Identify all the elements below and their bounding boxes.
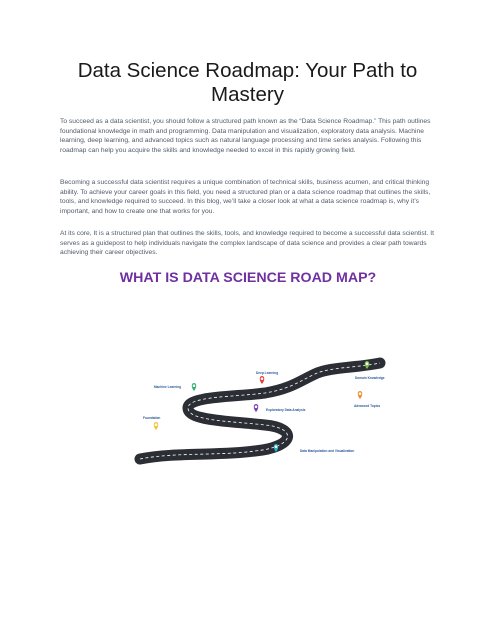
intro-paragraph: To succeed as a data scientist, you should follow a structured path known as the “Data Science Roadmap.” This path outlines foundational knowledge in math and programming. Data manipulation and visualization, exploratory data analysis. Machine learning, deep learning, and advanced topics such as natural language processing and time series analysis. Following this roadmap can help you acquire the skills and knowledge needed to excel in this rapidly growing field. — [60, 118, 431, 155]
roadmap-illustration — [130, 355, 390, 470]
milestone-label: Deep Learning — [256, 371, 279, 375]
location-pin-icon — [254, 404, 259, 412]
body-paragraph: Becoming a successful data scientist requires a unique combination of technical skills, business acumen, and critical thinking ability. To achieve your career goals in this field, you need a structured plan or a data science roadmap that outlines the skills, tools, and knowledge required to succeed. In this blog, we’ll take a closer look at what a data science roadmap is, why it’s important, and how to create one that works for you. — [60, 179, 431, 216]
milestone-foundation — [143, 416, 160, 430]
page-title: Data Science Roadmap: Your Path to Mastery — [77, 59, 418, 106]
section-heading: WHAT IS DATA SCIENCE ROAD MAP? — [119, 270, 377, 286]
milestone-exploratory-data-analysis — [254, 404, 306, 412]
body-paragraph: At its core, It is a structured plan that outlines the skills, tools, and knowledge required to become a successful data scientist. It serves as a guidepost to help individuals navigate the complex landscape of data science and provides a clear path towards achieving their career objectives. — [60, 230, 434, 257]
milestone-label: Machine Learning — [154, 385, 182, 389]
milestone-label: Data Manipulation and Visualization — [300, 449, 355, 453]
milestone-label: Foundation — [143, 416, 161, 420]
location-pin-icon — [192, 383, 197, 391]
location-pin-icon — [154, 422, 159, 430]
milestone-label: Advanced Topics — [354, 404, 381, 408]
milestone-advanced-topics — [354, 391, 380, 408]
milestone-machine-learning — [154, 383, 196, 391]
location-pin-icon — [358, 391, 363, 399]
milestone-label: Domain Knowledge — [355, 376, 385, 380]
milestone-deep-learning — [256, 371, 278, 384]
milestone-label: Exploratory Data Analysis — [266, 408, 306, 412]
location-pin-icon — [260, 376, 265, 384]
